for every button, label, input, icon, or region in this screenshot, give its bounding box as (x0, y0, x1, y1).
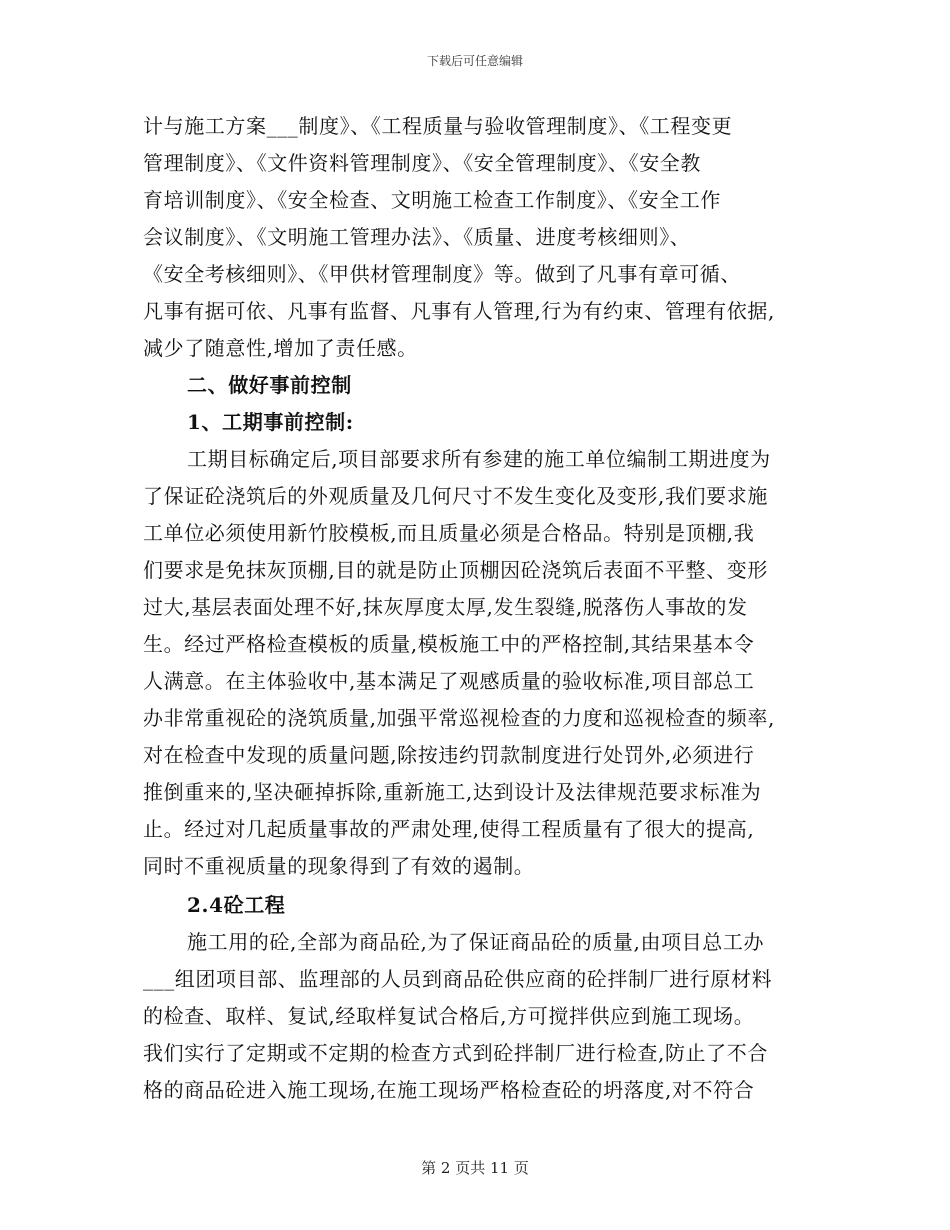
body-line: 《安全考核细则》、《甲供材管理制度》等。做到了凡事有章可循、 (143, 262, 741, 286)
body-line: 工单位必须使用新竹胶模板,而且质量必须是合格品。特别是顶棚,我 (143, 521, 755, 545)
body-line: 止。经过对几起质量事故的严肃处理,使得工程质量有了很大的提高, (143, 817, 755, 841)
body-line: 格的商品砼进入施工现场,在施工现场严格检查砼的坍落度,对不符合 (143, 1078, 755, 1102)
body-line: 生。经过严格检查模板的质量,模板施工中的严格控制,其结果基本令 (143, 632, 755, 656)
body-line: 减少了随意性,增加了责任感。 (143, 336, 418, 360)
body-line: 工期目标确定后,项目部要求所有参建的施工单位编制工期进度为 (187, 447, 771, 471)
body-line: 同时不重视质量的现象得到了有效的遏制。 (143, 854, 535, 878)
body-line: 们要求是免抹灰顶棚,目的就是防止顶棚因砼浇筑后表面不平整、变形 (143, 558, 768, 582)
body-line: 管理制度》、《文件资料管理制度》、《安全管理制度》、《安全教 (143, 151, 701, 175)
body-line: 对在检查中发现的质量问题,除按违约罚款制度进行处罚外,必须进行 (143, 743, 755, 767)
subsection-heading: 1、工期事前控制: (187, 410, 354, 434)
body-line: 办非常重视砼的浇筑质量,加强平常巡视检查的力度和巡视检查的频率, (143, 706, 775, 730)
body-line: 会议制度》、《文明施工管理办法》、《质量、进度考核细则》、 (143, 225, 691, 249)
body-line: 我们实行了定期或不定期的检查方式到砼拌制厂进行检查,防止了不合 (143, 1041, 768, 1065)
body-line: 人满意。在主体验收中,基本满足了观感质量的验收标准,项目部总工 (143, 669, 755, 693)
body-line: 凡事有据可依、凡事有监督、凡事有人管理,行为有约束、管理有依据, (143, 299, 775, 323)
body-line: 推倒重来的,坚决砸掉拆除,重新施工,达到设计及法律规范要求标准为 (143, 780, 762, 804)
body-line: 施工用的砼,全部为商品砼,为了保证商品砼的质量,由项目总工办 (187, 930, 765, 954)
body-line: 的检查、取样、复试,经取样复试合格后,方可搅拌供应到施工现场。 (143, 1004, 755, 1028)
subsection-heading: 2.4砼工程 (187, 893, 286, 917)
body-line: 过大,基层表面处理不好,抹灰厚度太厚,发生裂缝,脱落伤人事故的发 (143, 595, 748, 619)
page-header: 下载后可任意编辑 (426, 54, 523, 68)
section-heading: 二、做好事前控制 (187, 373, 352, 397)
body-line: ___组团项目部、监理部的人员到商品砼供应商的砼拌制厂进行原材料 (143, 967, 773, 991)
page-footer: 第 2 页共 11 页 (421, 1159, 529, 1177)
body-line: 了保证砼浇筑后的外观质量及几何尺寸不发生变化及变形,我们要求施 (143, 484, 768, 508)
body-line: 计与施工方案___制度》、《工程质量与验收管理制度》、《工程变更 (143, 114, 733, 138)
body-line: 育培训制度》、《安全检查、文明施工检查工作制度》、《安全工作 (143, 188, 721, 212)
